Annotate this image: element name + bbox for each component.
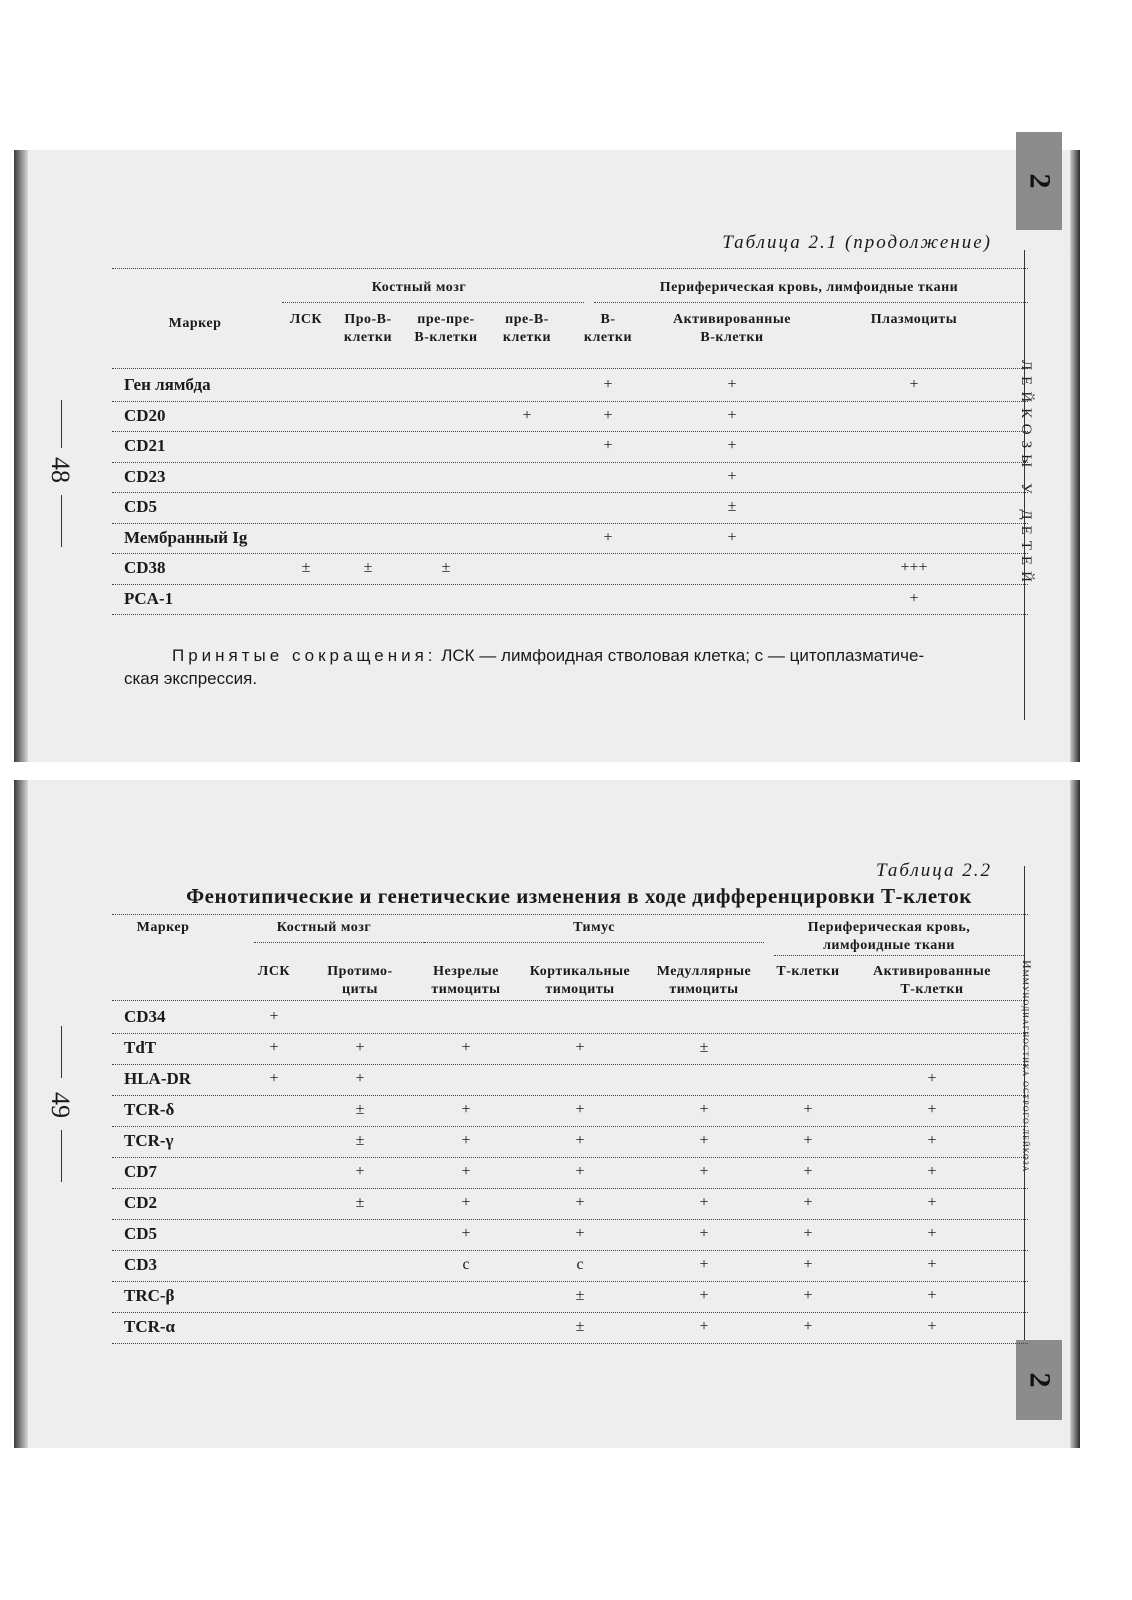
expression-mark: + <box>603 376 613 393</box>
expression-mark: + <box>269 1008 279 1025</box>
abbreviation-note <box>124 644 1042 690</box>
row-marker: CD2 <box>124 1193 158 1212</box>
dotted-rule <box>112 268 1028 269</box>
expression-mark: + <box>803 1163 813 1180</box>
expression-mark: + <box>461 1163 471 1180</box>
page-number-rule <box>61 1130 62 1182</box>
expression-mark: + <box>461 1101 471 1118</box>
page-number <box>40 1090 80 1120</box>
dotted-rule <box>594 302 1028 303</box>
expression-mark: + <box>803 1132 813 1149</box>
expression-mark: ± <box>575 1287 585 1304</box>
expression-mark: + <box>927 1163 937 1180</box>
page-49 <box>14 780 1080 1448</box>
expression-mark: + <box>727 406 737 424</box>
page-number-rule <box>61 400 62 448</box>
expression-mark: + <box>355 1039 365 1056</box>
expression-mark: + <box>575 1163 585 1180</box>
expression-mark: ± <box>441 559 451 576</box>
chapter-tab-number: 2 <box>1023 173 1056 189</box>
row-marker: CD5 <box>124 497 158 516</box>
expression-mark: + <box>927 1194 937 1211</box>
column-header: пре-В- клетки <box>502 312 552 345</box>
dotted-rule <box>112 1095 1028 1096</box>
column-header: Кортикальные тимоциты <box>529 964 631 997</box>
binding-shadow <box>14 150 28 762</box>
row-marker: PCA-1 <box>124 588 174 608</box>
expression-mark: + <box>461 1225 471 1242</box>
row-marker: Ген лямбда <box>124 375 211 394</box>
dotted-rule <box>112 1126 1028 1127</box>
dotted-rule <box>112 1064 1028 1065</box>
dotted-rule <box>112 1157 1028 1158</box>
expression-mark: + <box>355 1070 365 1087</box>
row-marker: CD21 <box>124 436 166 455</box>
expression-mark: ± <box>355 1194 365 1211</box>
table-title: Фенотипические и генетические изменения в ходе дифференцировки Т-клеток <box>186 884 972 908</box>
row-marker: CD34 <box>124 1007 166 1026</box>
column-header: ЛСК <box>257 964 291 979</box>
table-caption: Таблица 2.1 (продолжение) <box>722 232 992 253</box>
marker-column-header: Маркер <box>168 316 222 331</box>
expression-mark: ± <box>575 1318 585 1335</box>
expression-mark: + <box>699 1225 709 1242</box>
expression-mark: ± <box>355 1101 365 1118</box>
column-header: Протимо- циты <box>327 964 393 997</box>
column-group-header: Тимус <box>573 920 615 935</box>
dotted-rule <box>112 462 1028 463</box>
dotted-rule <box>282 302 584 303</box>
expression-mark: + <box>355 1163 365 1180</box>
binding-shadow <box>1070 150 1080 762</box>
column-group-header: Костный мозг <box>276 920 372 935</box>
expression-mark: + <box>927 1225 937 1242</box>
expression-mark: + <box>461 1132 471 1149</box>
row-marker: CD5 <box>124 1224 158 1243</box>
expression-mark: + <box>909 589 919 607</box>
column-header: Плазмоциты <box>870 312 958 327</box>
expression-mark: ± <box>301 559 311 576</box>
dotted-rule <box>424 942 764 943</box>
expression-mark: ± <box>363 559 373 576</box>
expression-mark: + <box>699 1318 709 1335</box>
expression-mark: + <box>927 1101 937 1118</box>
dotted-rule <box>112 553 1028 554</box>
expression-mark: + <box>803 1194 813 1211</box>
page-number-rule <box>61 495 62 547</box>
dotted-rule <box>112 401 1028 402</box>
expression-mark: + <box>699 1194 709 1211</box>
dotted-rule <box>112 1343 1028 1344</box>
column-header: ЛСК <box>289 312 323 327</box>
column-header: Медуллярные тимоциты <box>656 964 752 997</box>
expression-mark: + <box>803 1318 813 1335</box>
dotted-rule <box>112 1188 1028 1189</box>
running-head: ЛЕЙКОЗЫ У ДЕТЕЙ <box>1018 360 1034 588</box>
expression-mark: + <box>727 437 737 454</box>
page-48 <box>14 150 1080 762</box>
column-header: Незрелые тимоциты <box>431 964 501 997</box>
expression-mark: c <box>462 1256 470 1273</box>
expression-mark: + <box>803 1256 813 1273</box>
dotted-rule <box>112 1281 1028 1282</box>
note-lead: Принятые сокращения: <box>172 646 437 665</box>
expression-mark: + <box>603 406 613 424</box>
expression-mark: + <box>927 1318 937 1335</box>
column-header: Активированные Т-клетки <box>872 964 992 997</box>
row-marker: HLA-DR <box>124 1069 192 1088</box>
dotted-rule <box>112 1312 1028 1313</box>
dotted-rule <box>254 942 444 943</box>
chapter-tab <box>1016 132 1062 230</box>
expression-mark: + <box>269 1070 279 1087</box>
page-number-text: 49 <box>46 1092 75 1118</box>
expression-mark: + <box>803 1287 813 1304</box>
expression-mark: ± <box>699 1039 709 1056</box>
row-marker: CD38 <box>124 558 166 577</box>
expression-mark: + <box>727 467 737 485</box>
expression-mark: + <box>603 437 613 454</box>
dotted-rule <box>112 368 1028 369</box>
chapter-tab-number: 2 <box>1023 1372 1056 1388</box>
column-header: Т-клетки <box>776 964 840 979</box>
dotted-rule <box>112 614 1028 615</box>
column-header: Про-В- клетки <box>343 312 393 345</box>
dotted-rule <box>774 955 1024 956</box>
row-marker: TCR-γ <box>124 1131 174 1150</box>
dotted-rule <box>112 914 1028 915</box>
dotted-rule <box>112 492 1028 493</box>
expression-mark: + <box>575 1101 585 1118</box>
chapter-tab <box>1016 1340 1062 1420</box>
binding-shadow <box>1070 780 1080 1448</box>
note-line-2: ская экспрессия. <box>124 669 258 688</box>
expression-mark: + <box>909 376 919 393</box>
row-marker: TdT <box>124 1038 157 1057</box>
expression-mark: + <box>927 1132 937 1149</box>
expression-mark: + <box>575 1194 585 1211</box>
dotted-rule <box>112 584 1028 585</box>
dotted-rule <box>112 1250 1028 1251</box>
expression-mark: ± <box>355 1132 365 1149</box>
column-group-header: Периферическая кровь, лимфоидные ткани <box>659 280 959 295</box>
page-number-text: 48 <box>46 457 75 483</box>
expression-mark: + <box>699 1163 709 1180</box>
expression-mark: + <box>603 528 613 546</box>
column-header: Активированные В-клетки <box>672 312 792 345</box>
table-caption: Таблица 2.2 <box>876 860 992 881</box>
expression-mark: + <box>575 1039 585 1056</box>
row-marker: TCR-δ <box>124 1100 175 1119</box>
expression-mark: + <box>699 1132 709 1149</box>
dotted-rule <box>112 1000 1028 1001</box>
expression-mark: + <box>699 1101 709 1118</box>
row-marker: CD23 <box>124 466 166 486</box>
row-marker: TCR-α <box>124 1317 176 1336</box>
expression-mark: + <box>269 1039 279 1056</box>
row-marker: CD7 <box>124 1162 158 1181</box>
expression-mark: + <box>927 1287 937 1304</box>
dotted-rule <box>112 1219 1028 1220</box>
expression-mark: + <box>522 406 532 424</box>
expression-mark: + <box>727 528 737 546</box>
column-group-header: Периферическая кровь, лимфоидные ткани <box>807 920 971 953</box>
expression-mark: + <box>803 1225 813 1242</box>
row-marker: CD20 <box>124 405 166 425</box>
column-header: пре-пре- В-клетки <box>414 312 478 345</box>
expression-mark: + <box>461 1039 471 1056</box>
note-body: ЛСК — лимфоидная стволовая клетка; с — цитоплазматиче- <box>436 646 925 665</box>
running-head: Иммунодиагностика острого лейкоза <box>1020 960 1034 1173</box>
binding-shadow <box>14 780 28 1448</box>
page-number-rule <box>61 1026 62 1078</box>
row-marker: CD3 <box>124 1255 158 1274</box>
expression-mark: + <box>575 1132 585 1149</box>
column-group-header: Костный мозг <box>371 280 467 295</box>
expression-mark: + <box>699 1287 709 1304</box>
expression-mark: + <box>461 1194 471 1211</box>
expression-mark: + <box>927 1070 937 1087</box>
marker-column-header: Маркер <box>136 920 190 935</box>
expression-mark: c <box>576 1256 584 1273</box>
expression-mark: + <box>699 1256 709 1273</box>
dotted-rule <box>112 523 1028 524</box>
row-marker: TRC-β <box>124 1286 175 1305</box>
expression-mark: + <box>927 1256 937 1273</box>
expression-mark: + <box>803 1101 813 1118</box>
column-header: В- клетки <box>583 312 633 345</box>
expression-mark: + <box>575 1225 585 1242</box>
row-marker: Мембранный Ig <box>124 527 248 547</box>
dotted-rule <box>112 1033 1028 1034</box>
dotted-rule <box>112 431 1028 432</box>
expression-mark: +++ <box>900 559 928 576</box>
expression-mark: + <box>727 376 737 393</box>
expression-mark: ± <box>727 498 737 515</box>
page-number <box>40 455 80 485</box>
